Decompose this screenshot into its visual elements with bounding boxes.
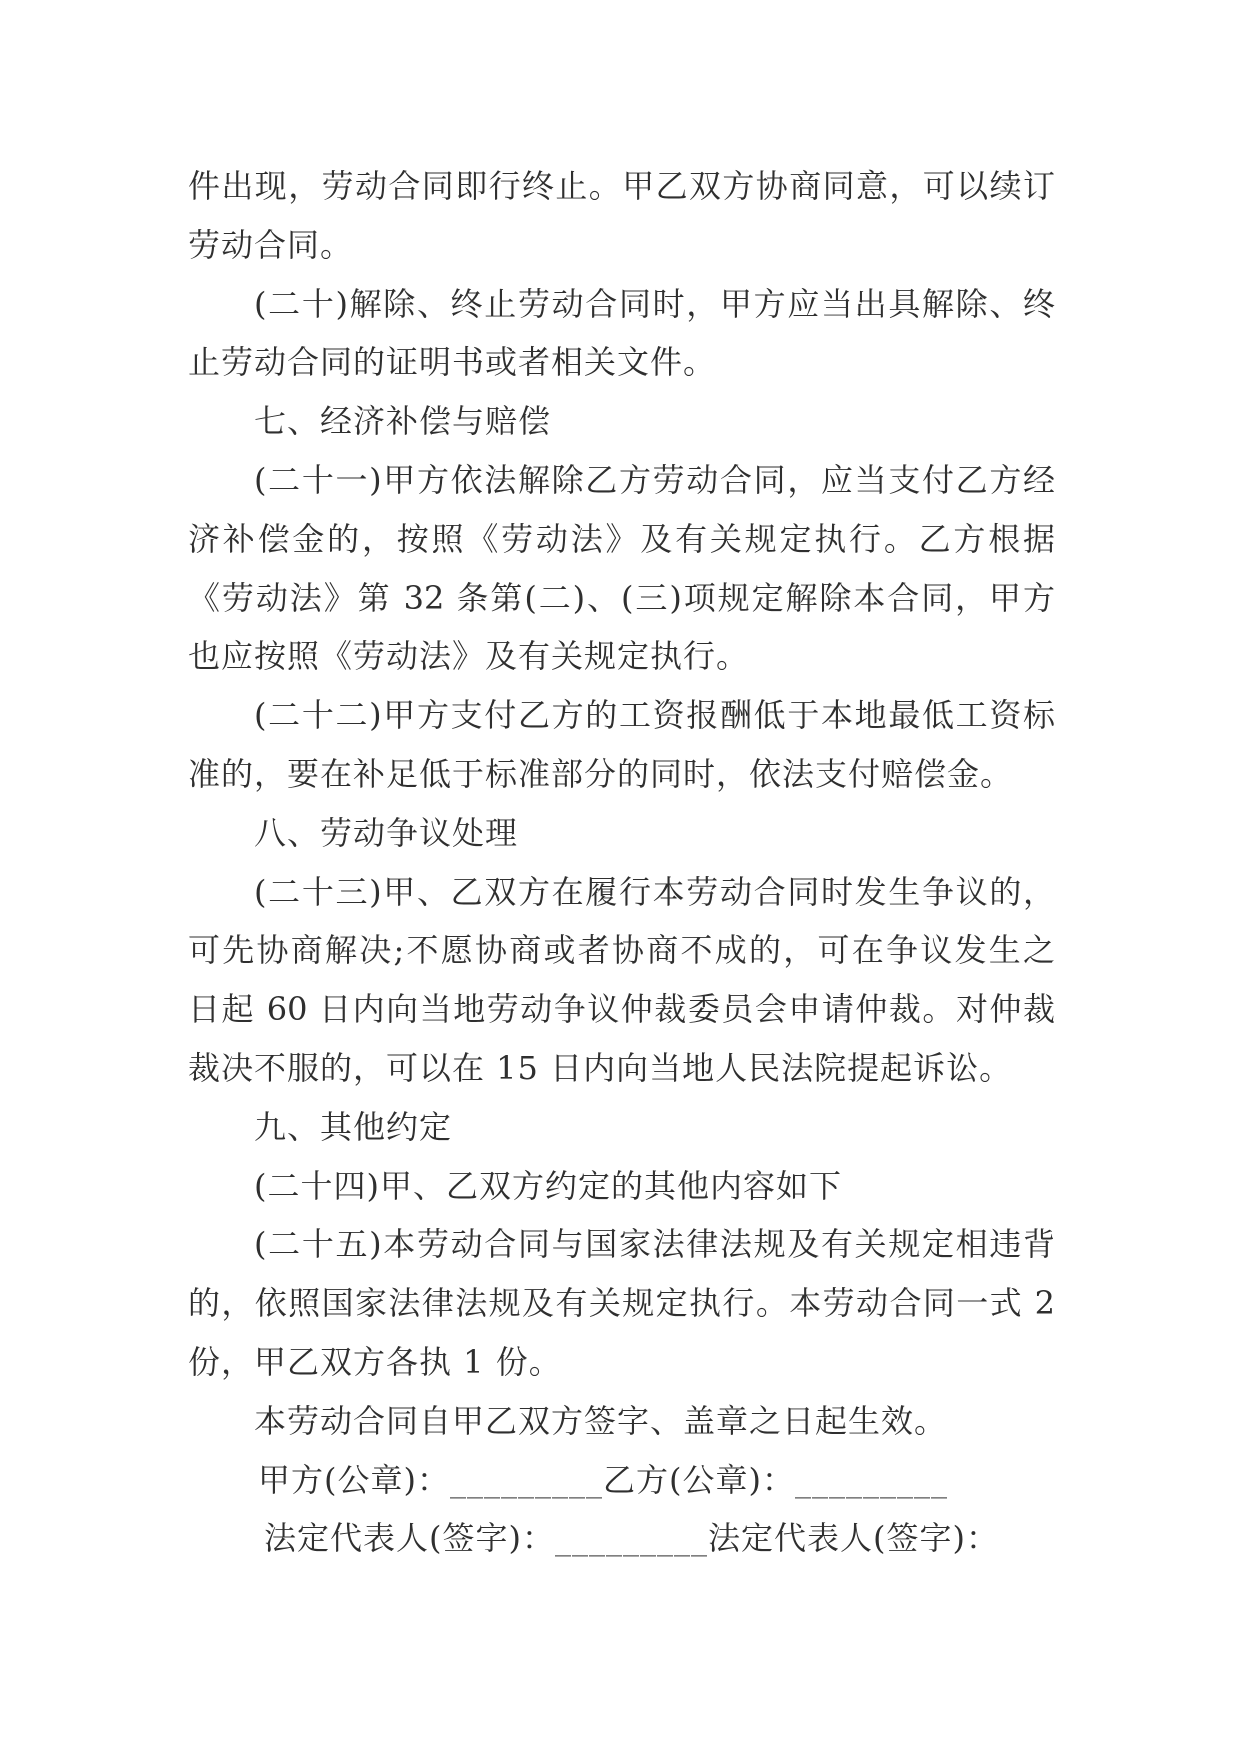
section-heading: 八、劳动争议处理	[254, 813, 519, 852]
section-heading-9	[188, 1098, 1055, 1157]
section-heading: 九、其他约定	[254, 1107, 453, 1146]
text-line: (二十三)甲、乙双方在履行本劳动合同时发生争议的，	[254, 872, 1055, 911]
text-line: 份，甲乙双方各执 1 份。	[188, 1342, 562, 1381]
party-a-representative-blank: _________	[554, 1519, 708, 1558]
text-line: 本劳动合同自甲乙双方签字、盖章之日起生效。	[254, 1401, 948, 1440]
clause-23	[188, 863, 1055, 1098]
section-heading-7	[188, 392, 1055, 451]
text-line: 件出现，劳动合同即行终止。甲乙双方协商同意，可以续订	[188, 167, 1055, 205]
text-line: 济补偿金的，按照《劳动法》及有关规定执行。乙方根据	[188, 519, 1055, 558]
text-line: 劳动合同。	[188, 225, 354, 264]
party-a-seal-blank: _________	[449, 1460, 603, 1499]
clause-24	[188, 1157, 1055, 1216]
text-line: 的，依照国家法律法规及有关规定执行。本劳动合同一式 2	[188, 1284, 1055, 1323]
text-line: 《劳动法》第 32 条第(二)、(三)项规定解除本合同，甲方	[188, 578, 1055, 617]
clause-21	[188, 451, 1055, 686]
text-line: 准的，要在补足低于标准部分的同时，依法支付赔偿金。	[188, 754, 1014, 793]
text-line: 可先协商解决;不愿协商或者协商不成的，可在争议发生之	[188, 931, 1055, 970]
party-b-seal-blank: _________	[794, 1460, 948, 1499]
clause-25	[188, 1215, 1055, 1391]
party-b-representative-label: 法定代表人(签字)：	[707, 1519, 999, 1558]
text-line: 裁决不服的，可以在 15 日内向当地人民法院提起诉讼。	[188, 1048, 1013, 1087]
text-line: (二十)解除、终止劳动合同时，甲方应当出具解除、终	[254, 284, 1055, 323]
representative-signature-row	[188, 1509, 1055, 1568]
clause-22	[188, 686, 1055, 804]
party-b-seal-label: 乙方(公章)：	[602, 1460, 795, 1499]
clause-19-continuation	[188, 157, 1055, 275]
party-a-representative-label: 法定代表人(签字)：	[264, 1519, 555, 1558]
section-heading-8	[188, 804, 1055, 863]
contract-text	[188, 157, 1055, 1568]
text-line: 也应按照《劳动法》及有关规定执行。	[188, 637, 750, 676]
text-line: 日起 60 日内向当地劳动争议仲裁委员会申请仲裁。对仲裁	[188, 990, 1055, 1029]
effective-clause	[188, 1392, 1055, 1451]
text-line: (二十二)甲方支付乙方的工资报酬低于本地最低工资标	[254, 696, 1055, 735]
party-a-seal-label: 甲方(公章)：	[258, 1460, 450, 1499]
clause-20	[188, 275, 1055, 393]
section-heading: 七、经济补偿与赔偿	[254, 402, 552, 441]
text-line: (二十四)甲、乙双方约定的其他内容如下	[254, 1166, 842, 1205]
text-line: (二十五)本劳动合同与国家法律法规及有关规定相违背	[254, 1225, 1055, 1264]
seal-signature-row	[188, 1451, 1055, 1510]
text-line: (二十一)甲方依法解除乙方劳动合同，应当支付乙方经	[254, 460, 1055, 499]
text-line: 止劳动合同的证明书或者相关文件。	[188, 343, 717, 382]
